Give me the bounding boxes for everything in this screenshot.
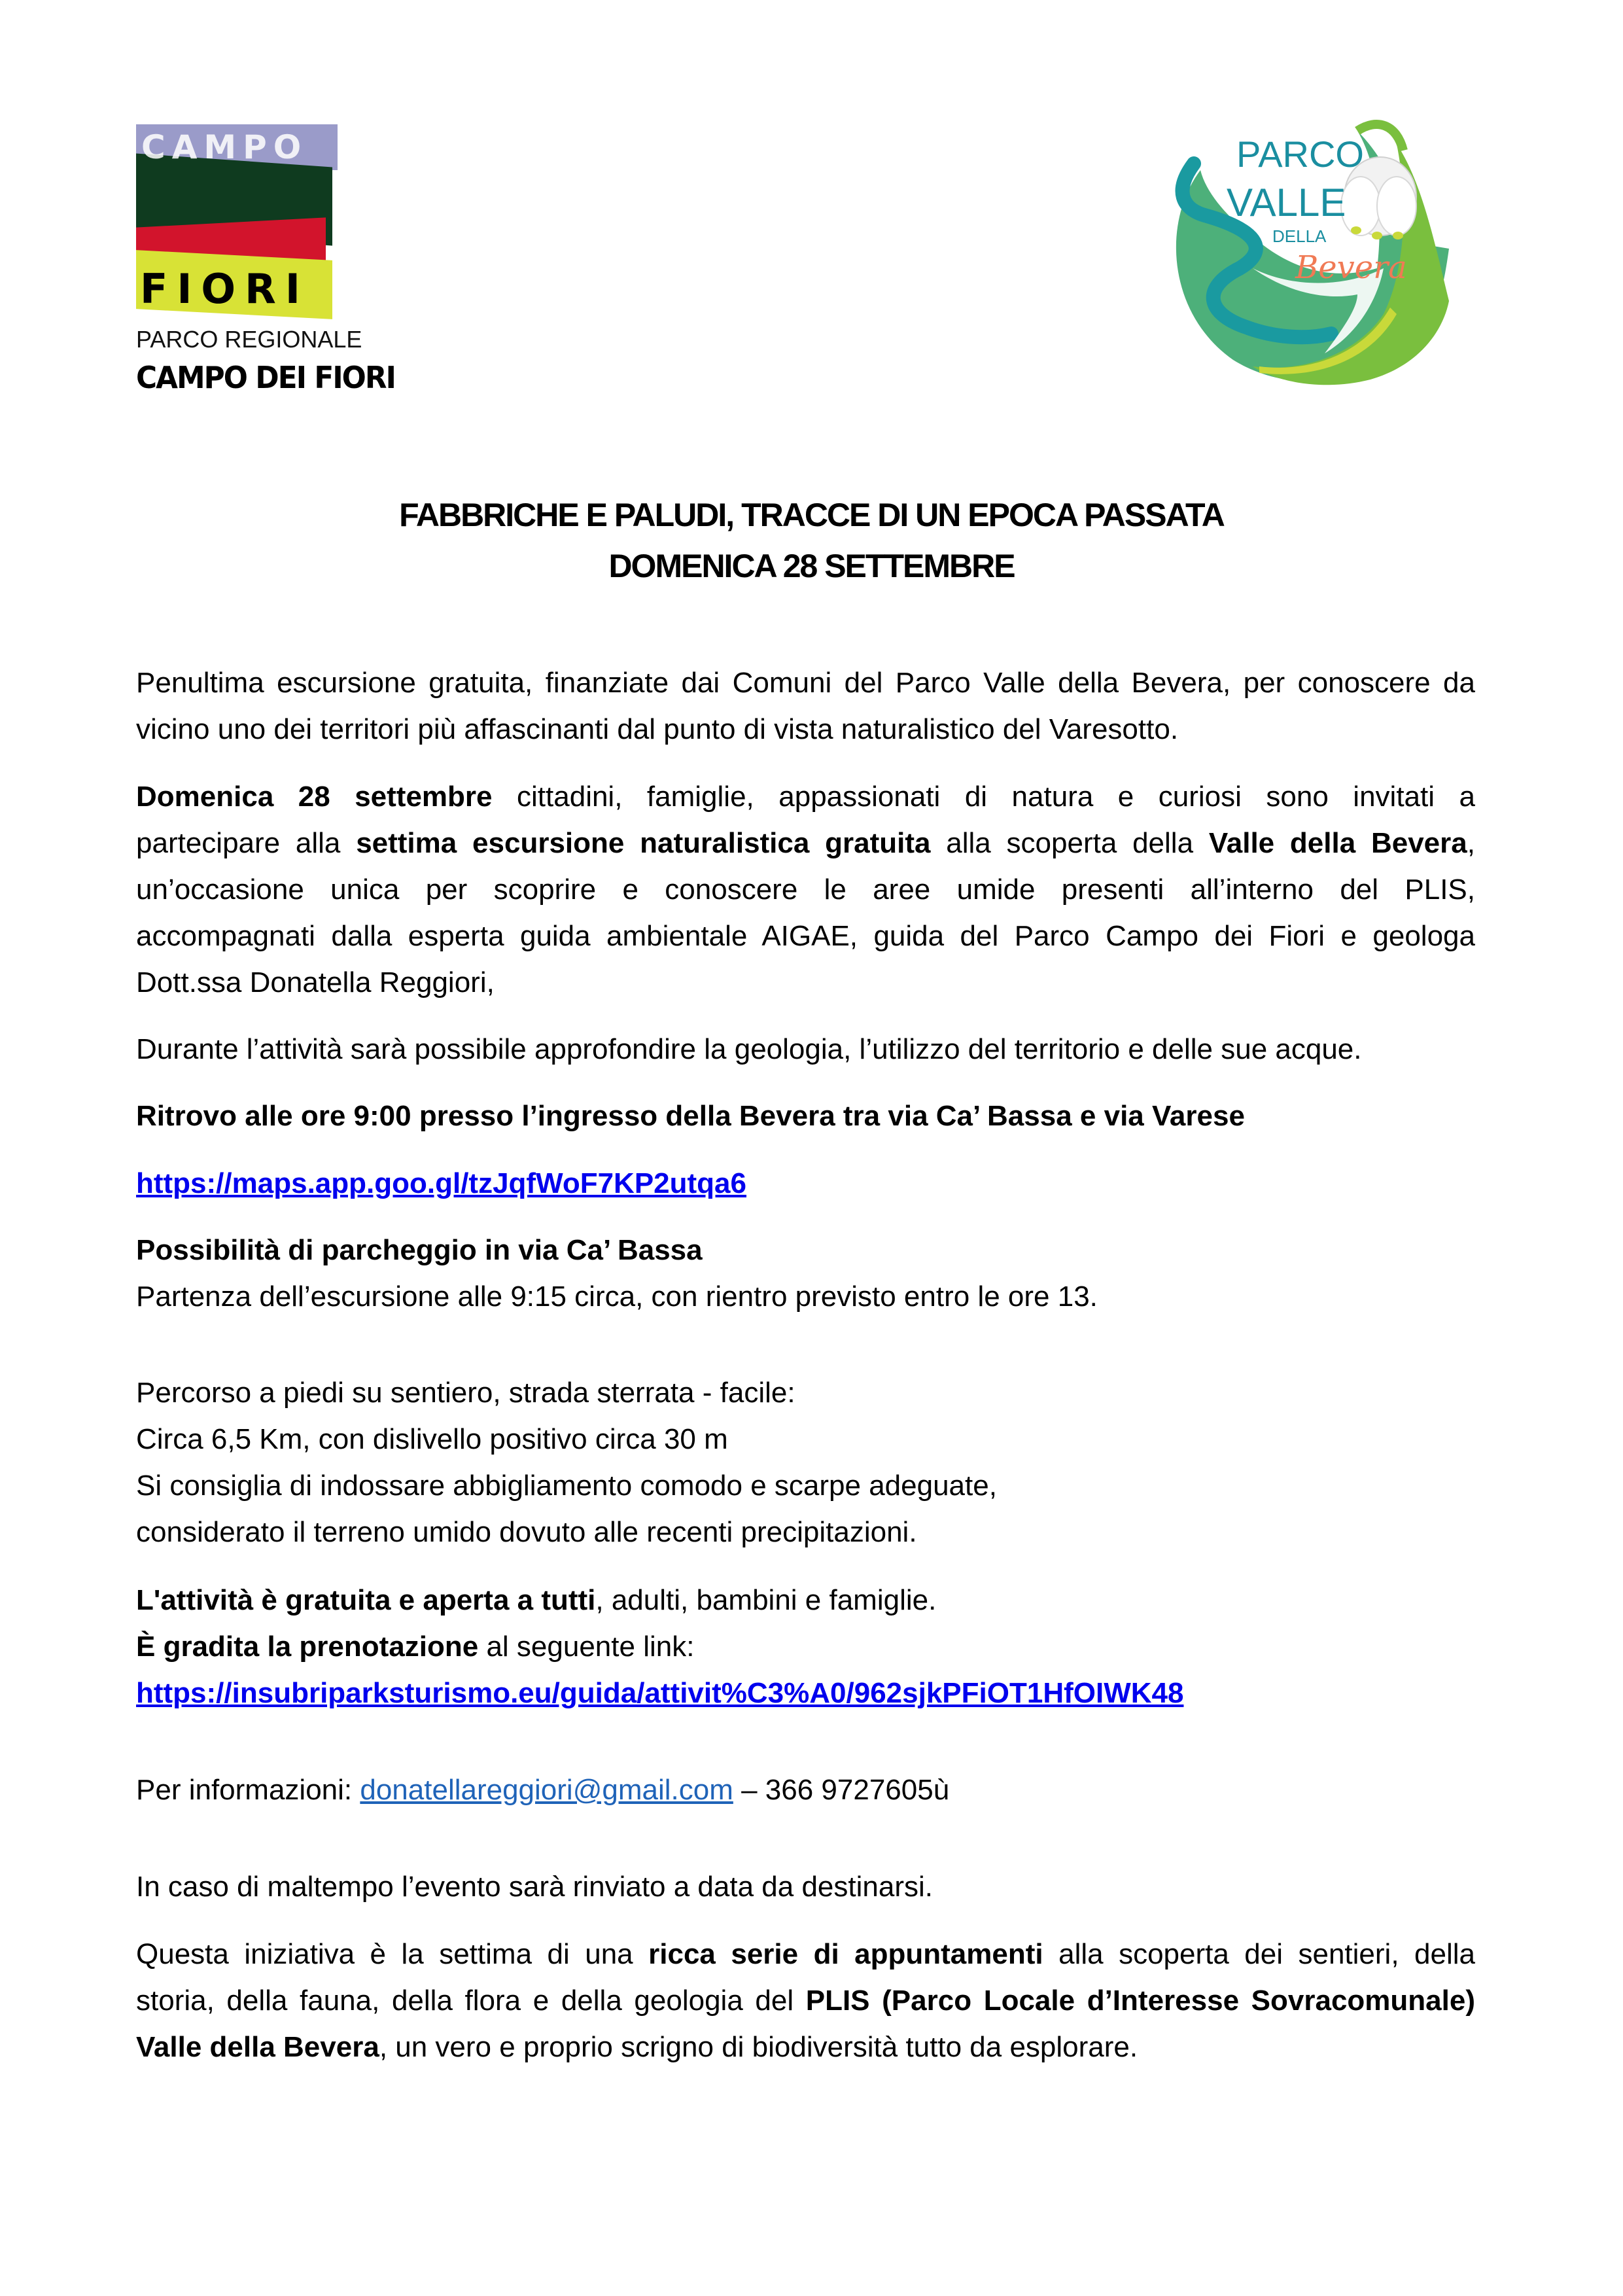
event-paragraph-line-5: Dott.ssa Donatella Reggiori, xyxy=(136,966,495,998)
event-paragraph-line-1: Domenica 28 settembre cittadini, famiglie, appassionati di natura e curiosi sono invitati a xyxy=(136,781,1475,813)
svg-text:Bevera: Bevera xyxy=(1295,249,1407,286)
parco-valle-bevera-logo xyxy=(1161,118,1456,393)
closing-line-3: Valle della Bevera, un vero e proprio scrigno di biodiversità tutto da esplorare. xyxy=(136,2031,1138,2063)
bevera-leaf-emblem-icon xyxy=(1161,118,1456,393)
intro-line-2: vicino uno dei territori più affascinanti dal punto di vista naturalistico del Varesotto. xyxy=(136,713,1179,745)
booking-note: È gradita la prenotazione al seguente link: xyxy=(136,1631,695,1663)
route-line-2: Circa 6,5 Km, con dislivello positivo circa 30 m xyxy=(136,1423,728,1455)
page-subtitle-date: DOMENICA 28 SETTEMBRE xyxy=(608,548,1015,584)
route-line-4: considerato il terreno umido dovuto alle recenti precipitazioni. xyxy=(136,1516,917,1548)
contact-info: Per informazioni: donatellareggiori@gmail.com – 366 9727605ù xyxy=(136,1774,950,1806)
route-line-3: Si consiglia di indossare abbigliamento comodo e scarpe adeguate, xyxy=(136,1470,997,1502)
event-paragraph-line-3: un’occasione unica per scoprire e conoscere le aree umide presenti all’interno del PLIS, xyxy=(136,874,1475,906)
parking-info: Possibilità di parcheggio in via Ca’ Bassa xyxy=(136,1234,703,1266)
meeting-point: Ritrovo alle ore 9:00 presso l’ingresso della Bevera tra via Ca’ Bassa e via Varese xyxy=(136,1100,1245,1132)
route-line-1: Percorso a piedi su sentiero, strada sterrata - facile: xyxy=(136,1377,795,1409)
booking-link-row xyxy=(136,1670,1475,1716)
page-title: FABBRICHE E PALUDI, TRACCE DI UN EPOCA PASSATA xyxy=(399,497,1224,533)
maps-link-row xyxy=(136,1160,1475,1207)
logo-art-text-campo: CAMPO xyxy=(141,128,308,166)
logo-painted-artwork xyxy=(136,124,338,321)
svg-text:VALLE: VALLE xyxy=(1227,181,1346,224)
event-paragraph-line-4: accompagnati dalla esperta guida ambientale AIGAE, guida del Parco Campo dei Fiori e geologa xyxy=(136,920,1475,952)
event-paragraph-line-2: partecipare alla settima escursione naturalistica gratuita alla scoperta della Valle della Bevera, xyxy=(136,827,1475,859)
campo-dei-fiori-logo xyxy=(136,124,396,406)
svg-text:PARCO: PARCO xyxy=(1236,133,1364,175)
free-activity-note: L'attività è gratuita e aperta a tutti, adulti, bambini e famiglie. xyxy=(136,1584,937,1616)
activity-description: Durante l’attività sarà possibile approfondire la geologia, l’utilizzo del territorio e delle sue acque. xyxy=(136,1033,1362,1065)
intro-line-1: Penultima escursione gratuita, finanziate dai Comuni del Parco Valle della Bevera, per conoscere da xyxy=(136,667,1475,699)
logo-subtitle: PARCO REGIONALE xyxy=(136,326,362,353)
svg-text:DELLA: DELLA xyxy=(1272,226,1327,246)
closing-line-2: storia, della fauna, della flora e della geologia del PLIS (Parco Locale d’Interesse Sovracomunale) xyxy=(136,1985,1475,2017)
maps-link[interactable]: https://maps.app.goo.gl/tzJqfWoF7KP2utqa6 xyxy=(136,1167,746,1199)
logo-art-text-fiori: FIORI xyxy=(140,265,309,313)
booking-link[interactable]: https://insubriparksturismo.eu/guida/attivit%C3%A0/962sjkPFiOT1HfOIWK48 xyxy=(136,1677,1184,1709)
contact-email-link[interactable]: donatellareggiori@gmail.com xyxy=(360,1774,733,1806)
closing-line-1: Questa iniziativa è la settima di una ricca serie di appuntamenti alla scoperta dei sentieri, della xyxy=(136,1938,1475,1970)
weather-note: In caso di maltempo l’evento sarà rinviato a data da destinarsi. xyxy=(136,1871,933,1903)
logo-wordmark: CAMPO DEI FIORI xyxy=(136,360,396,395)
departure-info: Partenza dell’escursione alle 9:15 circa, con rientro previsto entro le ore 13. xyxy=(136,1280,1098,1313)
